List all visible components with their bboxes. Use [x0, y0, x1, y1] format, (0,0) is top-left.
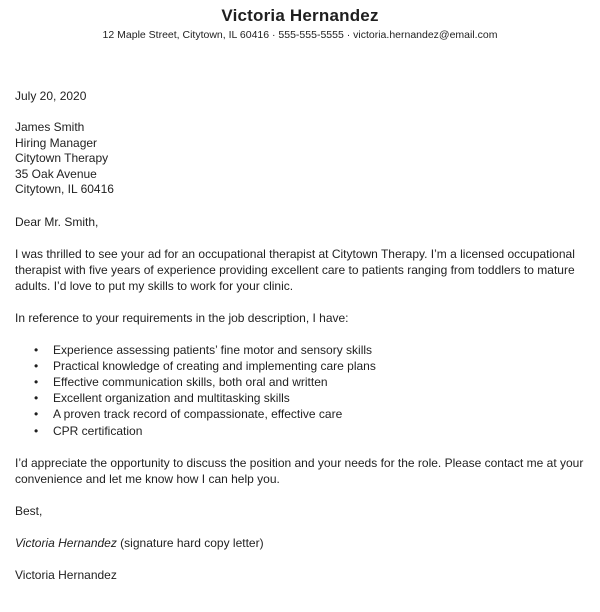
list-item: • CPR certification [53, 423, 585, 439]
requirements-intro: In reference to your requirements in the job description, I have: [15, 310, 349, 325]
recipient-city: Citytown, IL 60416 [15, 182, 114, 196]
list-item: • Practical knowledge of creating and implementing care plans [53, 358, 585, 374]
recipient-name: James Smith [15, 120, 85, 134]
recipient-title: Hiring Manager [15, 135, 98, 150]
typed-name: Victoria Hernandez [15, 567, 117, 582]
closing-paragraph: I’d appreciate the opportunity to discuss the position and your needs for the role. Please contact me at your convenience and let me know how I can help you. [15, 455, 584, 486]
list-item: • Excellent organization and multitasking skills [53, 390, 585, 406]
recipient-block [15, 120, 585, 198]
valediction: Best, [15, 503, 43, 518]
intro-paragraph: I was thrilled to see your ad for an occupational therapist at Citytown Therapy. I’m a licensed occupational therapist with five years of experience providing excellent care to patients ranging from toddlers to mature adults. I’d love to put my skills to work for your clinic. [15, 246, 575, 293]
salutation: Dear Mr. Smith, [15, 214, 99, 229]
list-item: • A proven track record of compassionate, effective care [53, 406, 585, 422]
recipient-street: 35 Oak Avenue [15, 166, 97, 181]
letter-body [15, 88, 585, 583]
letter-head [15, 5, 585, 42]
list-item: • Experience assessing patients’ fine motor and sensory skills [53, 342, 585, 358]
sender-name: Victoria Hernandez [221, 6, 379, 25]
signature-name: Victoria Hernandez [15, 535, 117, 550]
letter-date: July 20, 2020 [15, 89, 87, 103]
recipient-company: Citytown Therapy [15, 151, 109, 165]
qualifications-list [15, 342, 585, 439]
sender-contact: 12 Maple Street, Citytown, IL 60416 · 555-555-5555 · victoria.hernandez@email.com [102, 29, 498, 41]
signature-line [15, 535, 585, 551]
list-item: • Effective communication skills, both oral and written [53, 374, 585, 390]
signature-note: (signature hard copy letter) [116, 535, 264, 550]
